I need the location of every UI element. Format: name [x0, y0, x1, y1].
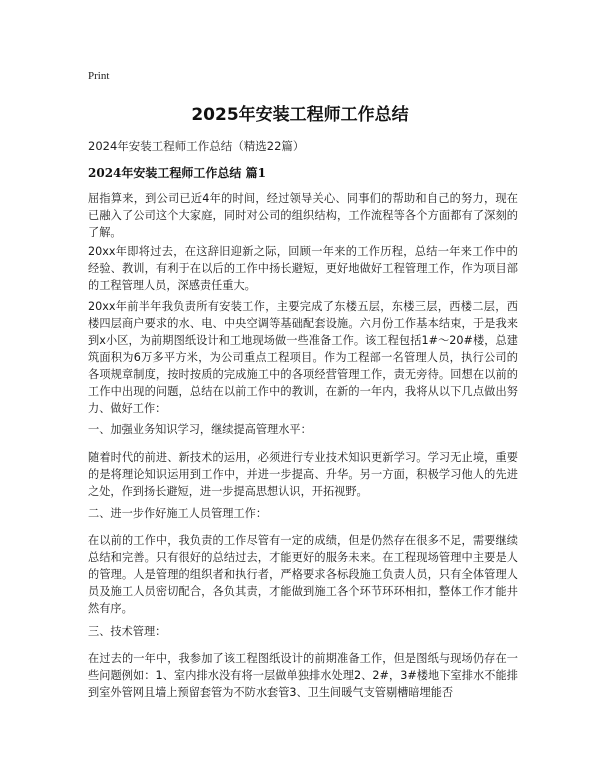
paragraph: 20xx年即将过去，在这辞旧迎新之际，回顾一年来的工作历程，总结一年来工作中的经验、教训，有利于在以后的工作中扬长避短，更好地做好工程管理工作，作为项目部的工程管理人员，深感责任重大。: [88, 245, 518, 292]
paragraph: 在过去的一年中，我参加了该工程图纸设计的前期准备工作，但是图纸与现场仍存在一些问题例如：1、室内排水没有将一层做单独排水处理2、2#，3#楼地下室排水不能排到室外管网且墙上预留套管为不防水套管3、卫生间暖气支管剔槽暗埋能否: [88, 652, 518, 699]
subheading: 三、技术管理：: [88, 625, 167, 638]
subheading: 一、加强业务知识学习，继续提高管理水平：: [88, 423, 312, 436]
document-subtitle: 2024年安装工程师工作总结（精选22篇）: [88, 139, 305, 153]
paragraph: 屈指算来，到公司已近4年的时间，经过领导关心、同事们的帮助和自己的努力，现在已融入了公司这个大家庭，同时对公司的组织结构，工作流程等各个方面都有了深刻的了解。: [88, 192, 518, 239]
subheading: 二、进一步作好施工人员管理工作：: [88, 507, 268, 520]
section-heading: 2024年安装工程师工作总结 篇1: [88, 166, 266, 180]
document-title: 2025年安装工程师工作总结: [191, 105, 409, 125]
paragraph: 随着时代的前进、新技术的运用，必须进行专业技术知识更新学习。学习无止境，重要的是将理论知识运用到工作中，并进一步提高、升华。另一方面，积极学习他人的先进之处，作到扬长避短，进一步提高思想认识，开拓视野。: [88, 451, 518, 498]
paragraph: 在以前的工作中，我负责的工作尽管有一定的成绩，但是仍然存在很多不足，需要继续总结和完善。只有很好的总结过去，才能更好的服务未来。在工程现场管理中主要是人的管理。人是管理的组织者和执行者，严格要求各标段施工负责人员，只有全体管理人员及施工人员密切配合，各负其责，才能做到施工各个环节环环相扣，整体工作才能井然有序。: [88, 534, 518, 615]
print-label[interactable]: Print: [88, 70, 110, 82]
paragraph: 20xx年前半年我负责所有安装工作，主要完成了东楼五层，东楼三层，西楼二层，西楼四层商户要求的水、电、中央空调等基础配套设施。六月份工作基本结束，于是我来到x小区，为前期图纸设计和工地现场做一些准备工作。该工程包括1#～20#楼，总建筑面积为6万多平方米，为公司重点工程项目。作为工程部一名管理人员，执行公司的各项规章制度，按时按质的完成施工中的各项经营管理工作，责无旁待。回想在以前的工作中出现的问题，总结在以前工作中的教训，在新的一年内，我将从以下几点做出努力、做好工作：: [88, 300, 518, 415]
